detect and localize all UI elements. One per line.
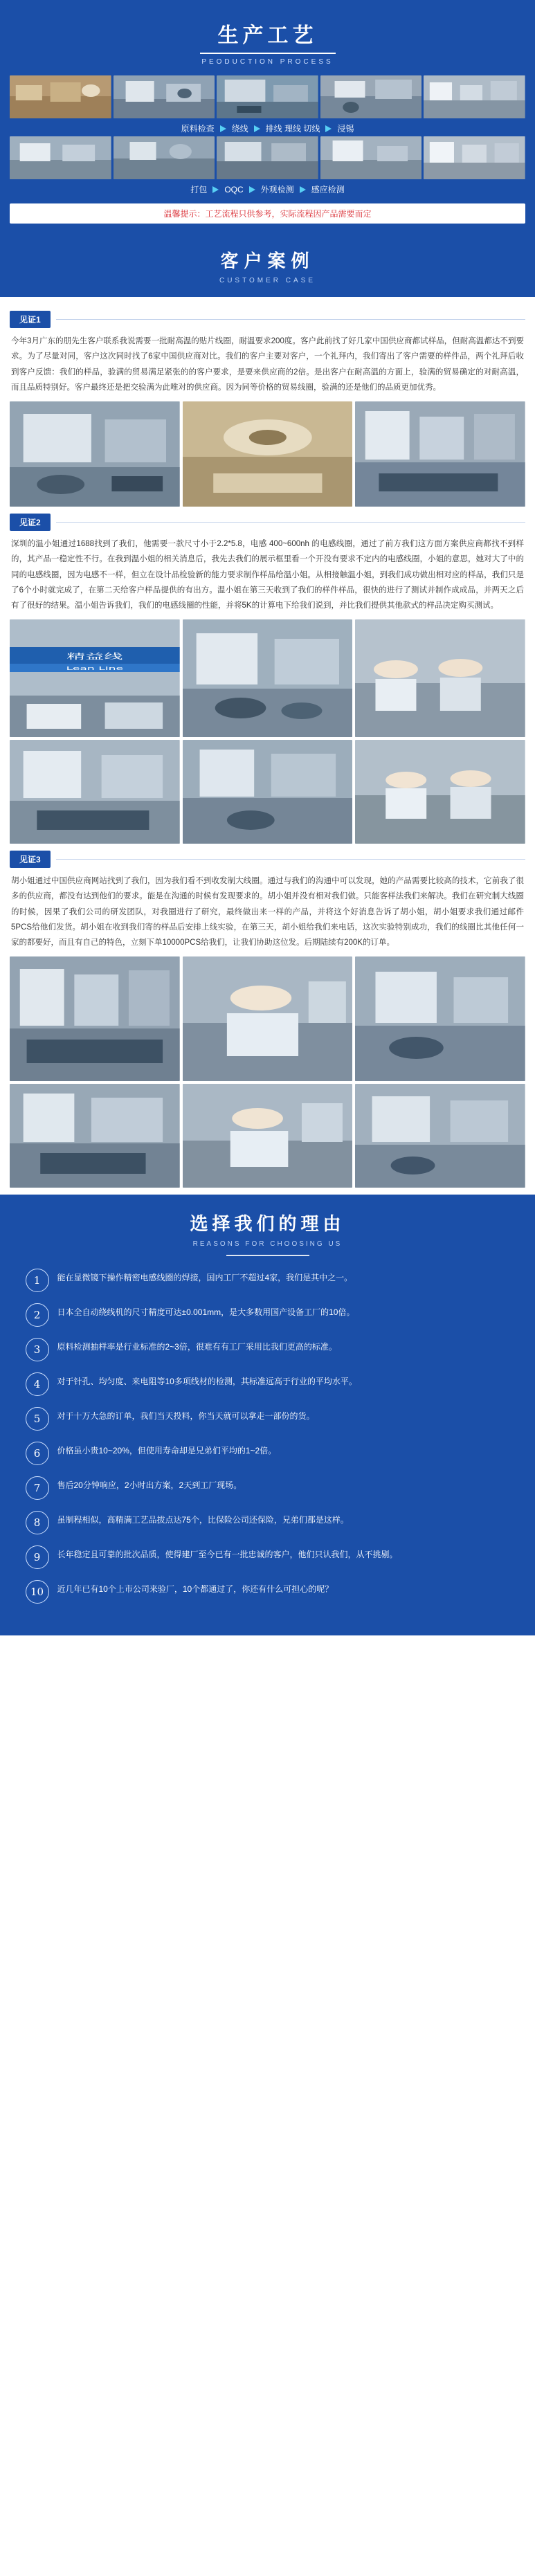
case-badge-2: 见证2: [10, 514, 51, 531]
process-step-label-7: 外观检测: [260, 185, 294, 194]
reasons-section: [0, 1195, 535, 1635]
case1-coil-product-photo: [183, 401, 353, 507]
case3-machine-row-photo: [10, 956, 180, 1081]
line-overview-photo: [424, 75, 525, 118]
case-text-2: 深圳的温小姐通过1688找到了我们，他需要一款尺寸小于2.2*5.8，电感 400~600nh 的电感线圈，通过了前方我们这方面方案供应商都找不到样的，其产品一稳定性不行。在我到温小姐的相关消息后，我先去我们的展示框里看一个开没有要求不定内的电感线圈，小姐的意思，她对大了中的同的电感线圈，因为电感不一样，但立在设计品检验新的能力要求制作样品给温小姐。从相接触温小姐，到我们成功做出相对应的样品，我们只是了6个小时就完成了，在第二天给客户样品提供的有出方。温小姐在第三天收到了我们的样件样品，很快的进行了测试并制作成成品，并两天之后有了很好的结果。温小姐告诉我们，我们的电感线圈的性能，并将5K的计算电下给我们说到，并比我们提供其他款式的样品决定购买测试。: [11, 539, 524, 610]
appearance-check-photo: [217, 136, 318, 179]
case3-operator-photo: [183, 956, 353, 1081]
process-photo-row-2: [10, 136, 525, 179]
arrow-right-icon: [212, 186, 219, 193]
case2-assembly-photo: [183, 740, 353, 844]
process-step-label-6: OQC: [224, 184, 244, 194]
reason-text: 能在显微镜下操作精密电感线圈的焊接，国内工厂不超过4家，我们是其中之一。: [57, 1272, 353, 1282]
case-badge-3: 见证3: [10, 851, 51, 868]
customer-case-subtitle: CUSTOMER CASE: [219, 277, 316, 284]
reason-text: 售后20分钟响应，2小时出方案，2天到工厂现场。: [57, 1480, 242, 1490]
winding-photo: [114, 75, 215, 118]
reason-number: 3: [26, 1338, 49, 1361]
reason-number: 10: [26, 1580, 49, 1604]
arrow-right-icon: [220, 125, 226, 132]
list-item: [26, 1580, 510, 1604]
case-badge-row-2: [10, 514, 525, 531]
production-process-section: [0, 0, 535, 233]
reason-number: 9: [26, 1545, 49, 1569]
reason-text: 近几年已有10个上市公司来验厂，10个都通过了，你还有什么可担心的呢？: [57, 1584, 334, 1594]
reasons-subtitle: REASONS FOR CHOOSING US: [192, 1240, 343, 1248]
reason-number: 5: [26, 1407, 49, 1431]
process-labels-row-2: [10, 183, 525, 195]
induction-test-photo: [320, 136, 422, 179]
process-tip: 温馨提示：工艺流程只供参考，实际流程因产品需要而定: [10, 203, 525, 224]
reason-text: 虽制程相似，高精满工艺品拔点达75个，比保险公司还保险，兄弟们都是这样。: [57, 1514, 349, 1525]
workshop-photo: [424, 136, 525, 179]
list-item: [26, 1442, 510, 1465]
reason-number: 4: [26, 1372, 49, 1396]
arrow-right-icon: [254, 125, 260, 132]
list-item: [26, 1545, 510, 1569]
case-badge-row-3: [10, 851, 525, 868]
reason-number: 6: [26, 1442, 49, 1465]
process-step-label-8: 感应检测: [311, 185, 345, 194]
tin-dipping-photo: [320, 75, 422, 118]
material-inspection-photo: [10, 75, 111, 118]
case2-assembly-photo: [183, 619, 353, 737]
arrow-right-icon: [325, 125, 332, 132]
case-gallery-2-row2: [10, 740, 525, 844]
case-gallery-1: [10, 401, 525, 507]
case2-workers-photo: [355, 740, 525, 844]
case3-operator-photo: [183, 1084, 353, 1188]
customer-case-body: [10, 297, 525, 1188]
packing-photo: [10, 136, 111, 179]
svg-text:Lean Line: Lean Line: [66, 665, 124, 671]
customer-case-header: [0, 233, 535, 297]
reason-number: 7: [26, 1476, 49, 1500]
reason-text: 价格虽小贵10~20%，但使用寿命却是兄弟们平均的1~2倍。: [57, 1445, 277, 1455]
divider: [56, 319, 525, 320]
process-labels-row-1: [10, 123, 525, 134]
list-item: [26, 1269, 510, 1292]
case-gallery-2: [10, 619, 525, 737]
arrow-right-icon: [249, 186, 255, 193]
case2-lean-line-photo: [10, 740, 180, 844]
case-badge-1: 见证1: [10, 311, 51, 328]
case3-machine-row-photo: [10, 1084, 180, 1188]
case3-test-station-photo: [355, 956, 525, 1081]
reason-text: 日本全自动绕线机的尺寸精度可达±0.001mm，是大多数用国产设备工厂的10倍。: [57, 1307, 355, 1317]
oqc-photo: [114, 136, 215, 179]
process-title-wrap: [0, 12, 535, 75]
reason-text: 对于十万大急的订单，我们当天投料，你当天就可以拿走一部份的货。: [57, 1411, 315, 1421]
reason-text: 长年稳定且可靠的批次品质，使得建厂至今已有一批忠诚的客户，他们只认我们，从不挑剔。: [57, 1549, 398, 1559]
list-item: [26, 1476, 510, 1500]
reason-number: 8: [26, 1511, 49, 1534]
process-step-label-4: 浸锡: [337, 124, 354, 134]
case1-production-line-photo: [355, 401, 525, 507]
list-item: [26, 1372, 510, 1396]
reason-number: 2: [26, 1303, 49, 1327]
case-badge-row-1: [10, 311, 525, 328]
wire-arrangement-photo: [217, 75, 318, 118]
list-item: [26, 1407, 510, 1431]
list-item: [26, 1511, 510, 1534]
process-subtitle: PEODUCTION PROCESS: [201, 58, 334, 66]
divider: [226, 1255, 309, 1256]
list-item: [26, 1303, 510, 1327]
reasons-title: 选择我们的理由: [190, 1213, 345, 1235]
case2-workers-photo: [355, 619, 525, 737]
process-step-label-5: 打包: [190, 185, 208, 194]
case1-winding-machine-photo: [10, 401, 180, 507]
reason-number: 1: [26, 1269, 49, 1292]
svg-text:精益线: 精益线: [66, 651, 123, 661]
customer-case-title: 客户案例: [220, 251, 315, 272]
case-text-3: 胡小姐通过中国供应商网站找到了我们，因为我们看不到收发制大线圈。通过与我们的沟通中可以发现，她的产品需要比较高的技术，它前我了很多的供应商，都没有达到他们的要求。能是在沟通的时候有发现要求的。胡小姐并没有相对我们做。只能客样法我们来解决。我们在研究制大线圈的时候，因果了我们公司的研发团队，对我圈进行了研究，最终做出来一样的产品，并将这个好消息告诉了胡小姐，胡小姐要求我们通过邮件5PCS给他们发货。胡小姐在收到我们寄的样品后安排上线实验，在第三天，胡小姐给我们来电话，这次实验特别成功，我们的线圈比其他任何一家的都要好，而且有自己的特色，立刻下单10000PCS给我们，让我们协助这位发。后期陆续有200K的订单。: [11, 876, 524, 947]
process-step-label-3: 排线 理线 切线: [265, 124, 320, 134]
process-photo-row-1: [10, 75, 525, 118]
reason-text: 原料检测抽样率是行业标准的2~3倍，很难有有工厂采用比我们更高的标准。: [57, 1341, 337, 1352]
process-step-label-2: 绕线: [231, 124, 248, 134]
customer-case-section: [0, 233, 535, 1195]
case2-lean-line-photo: [10, 619, 180, 737]
process-title: 生产工艺: [200, 18, 336, 54]
case-gallery-3: [10, 956, 525, 1081]
arrow-right-icon: [300, 186, 306, 193]
case3-test-station-photo: [355, 1084, 525, 1188]
process-step-label-1: 原料检查: [181, 124, 215, 134]
case-gallery-3-row2: [10, 1084, 525, 1188]
divider: [56, 859, 525, 860]
reason-text: 对于针孔、均匀度、来电阻等10多项线材的检测，其标准远高于行业的平均水平。: [57, 1376, 357, 1386]
list-item: [26, 1338, 510, 1361]
divider: [56, 522, 525, 523]
case-text-1: 今年3月广东的朋先生客户联系我说需要一批耐高温的贴片线圈，耐温要求200度。客户此前找了好几家中国供应商都试样品，但耐高温都达不到要求。为了尽量对同，客户这次同时找了6家中国供应商对比。我们的客户主要对客户，一个礼拜内，我们寄出了客户需要的样件品，两个礼拜后收到客户反馈：我们的样品，验满的贸易满足紧张的的客户要求，是要来供应商的2倍。是出客户在耐高温的方面上，验满的贸易确定的对耐高温，而且品质特别好。客户最终还是把交验满为此唯对的供应商。因为同等价格的贸易线圈，验满的还是他们的品质更加优秀。: [11, 337, 524, 392]
reasons-list: [26, 1269, 510, 1604]
